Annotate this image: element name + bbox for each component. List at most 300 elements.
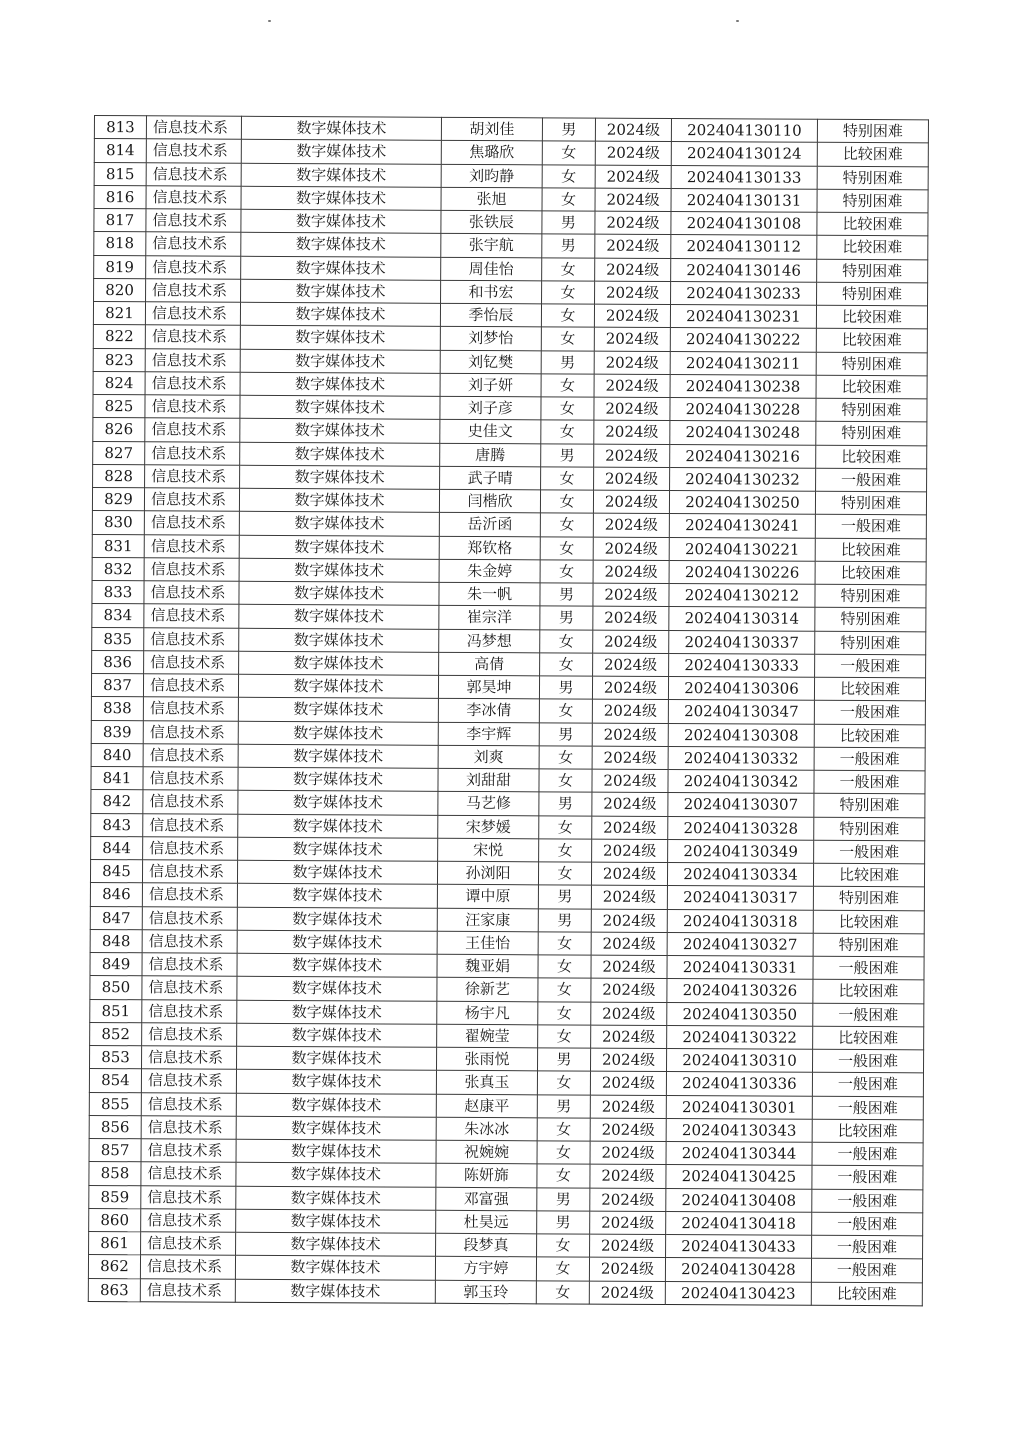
major-cell: 数字媒体技术	[237, 953, 437, 977]
student-name-cell: 徐新艺	[437, 978, 538, 1002]
gender-cell: 男	[539, 792, 592, 816]
difficulty-level-cell: 比较困难	[816, 375, 927, 399]
gender-cell: 女	[538, 1025, 591, 1049]
difficulty-level-cell: 比较困难	[816, 329, 927, 353]
student-id-cell: 202404130337	[669, 630, 815, 654]
grade-cell: 2024级	[591, 1025, 667, 1049]
student-id-cell: 202404130344	[666, 1142, 812, 1166]
difficulty-level-cell: 比较困难	[814, 724, 925, 748]
grade-cell: 2024级	[595, 234, 671, 258]
grade-cell: 2024级	[591, 909, 667, 933]
grade-cell: 2024级	[590, 1234, 666, 1258]
major-cell: 数字媒体技术	[236, 1163, 436, 1187]
gender-cell: 女	[541, 327, 594, 351]
student-name-cell: 张宇航	[441, 234, 542, 258]
gender-cell: 女	[540, 629, 593, 653]
difficulty-level-cell: 一般困难	[812, 1212, 923, 1236]
row-number-cell: 822	[93, 325, 145, 349]
student-id-cell: 202404130347	[668, 700, 814, 724]
row-number-cell: 832	[92, 557, 144, 581]
student-id-cell: 202404130307	[668, 793, 814, 817]
student-name-cell: 陈妍旆	[436, 1164, 537, 1188]
student-name-cell: 魏亚娟	[437, 954, 538, 978]
difficulty-level-cell: 特别困难	[815, 608, 926, 632]
gender-cell: 男	[538, 885, 591, 909]
student-name-cell: 张雨悦	[437, 1047, 538, 1071]
major-cell: 数字媒体技术	[239, 512, 439, 536]
difficulty-level-cell: 一般困难	[812, 1142, 923, 1166]
row-number-cell: 851	[90, 999, 142, 1023]
student-name-cell: 岳沂函	[439, 513, 540, 537]
major-cell: 数字媒体技术	[241, 140, 441, 164]
department-cell: 信息技术系	[143, 674, 238, 698]
row-number-cell: 824	[93, 371, 145, 395]
gender-cell: 女	[539, 746, 592, 770]
difficulty-level-cell: 特别困难	[816, 422, 927, 446]
row-number-cell: 834	[92, 604, 144, 628]
department-cell: 信息技术系	[145, 395, 240, 419]
student-name-cell: 谭中原	[437, 885, 538, 909]
student-name-cell: 李宇辉	[438, 722, 539, 746]
department-cell: 信息技术系	[146, 186, 241, 210]
difficulty-level-cell: 比较困难	[817, 143, 928, 167]
row-number-cell: 860	[89, 1208, 141, 1232]
grade-cell: 2024级	[592, 723, 668, 747]
difficulty-level-cell: 一般困难	[812, 1166, 923, 1190]
major-cell: 数字媒体技术	[239, 605, 439, 629]
major-cell: 数字媒体技术	[237, 884, 437, 908]
department-cell: 信息技术系	[146, 209, 241, 233]
student-id-cell: 202404130433	[666, 1235, 812, 1259]
row-number-cell: 839	[91, 720, 143, 744]
grade-cell: 2024级	[595, 165, 671, 189]
gender-cell: 男	[537, 1094, 590, 1118]
student-id-cell: 202404130308	[668, 723, 814, 747]
difficulty-level-cell: 一般困难	[812, 1235, 923, 1259]
row-number-cell: 827	[93, 441, 145, 465]
gender-cell: 女	[541, 397, 594, 421]
student-id-cell: 202404130233	[671, 281, 817, 305]
difficulty-level-cell: 比较困难	[814, 677, 925, 701]
difficulty-level-cell: 特别困难	[813, 887, 924, 911]
grade-cell: 2024级	[595, 141, 671, 165]
grade-cell: 2024级	[592, 746, 668, 770]
major-cell: 数字媒体技术	[240, 419, 440, 443]
major-cell: 数字媒体技术	[235, 1279, 435, 1303]
row-number-cell: 863	[88, 1278, 140, 1302]
grade-cell: 2024级	[592, 676, 668, 700]
major-cell: 数字媒体技术	[236, 1232, 436, 1256]
major-cell: 数字媒体技术	[238, 814, 438, 838]
grade-cell: 2024级	[592, 816, 668, 840]
student-id-cell: 202404130318	[667, 909, 813, 933]
row-number-cell: 833	[92, 580, 144, 604]
difficulty-level-cell: 特别困难	[815, 584, 926, 608]
scan-speck	[736, 20, 739, 22]
gender-cell: 女	[538, 978, 591, 1002]
gender-cell: 男	[542, 118, 595, 142]
gender-cell: 女	[537, 1234, 590, 1258]
department-cell: 信息技术系	[143, 720, 238, 744]
row-number-cell: 843	[91, 813, 143, 837]
grade-cell: 2024级	[593, 606, 669, 630]
major-cell: 数字媒体技术	[241, 279, 441, 303]
department-cell: 信息技术系	[142, 883, 237, 907]
row-number-cell: 829	[92, 487, 144, 511]
student-id-cell: 202404130418	[666, 1211, 812, 1235]
student-name-cell: 邓富强	[436, 1187, 537, 1211]
grade-cell: 2024级	[593, 560, 669, 584]
department-cell: 信息技术系	[143, 813, 238, 837]
department-cell: 信息技术系	[145, 465, 240, 489]
student-name-cell: 方宇婷	[435, 1257, 536, 1281]
student-name-cell: 张旭	[441, 187, 542, 211]
department-cell: 信息技术系	[146, 279, 241, 303]
gender-cell: 女	[542, 164, 595, 188]
student-id-cell: 202404130336	[666, 1072, 812, 1096]
gender-cell: 女	[539, 699, 592, 723]
grade-cell: 2024级	[593, 513, 669, 537]
student-name-cell: 翟婉莹	[437, 1024, 538, 1048]
grade-cell: 2024级	[595, 118, 671, 142]
major-cell: 数字媒体技术	[236, 1186, 436, 1210]
row-number-cell: 828	[93, 464, 145, 488]
student-id-cell: 202404130248	[670, 421, 816, 445]
gender-cell: 女	[538, 1001, 591, 1025]
student-id-cell: 202404130349	[668, 839, 814, 863]
difficulty-level-cell: 特别困难	[813, 933, 924, 957]
student-name-cell: 孙浏阳	[437, 861, 538, 885]
difficulty-level-cell: 一般困难	[814, 770, 925, 794]
difficulty-level-cell: 一般困难	[811, 1259, 922, 1283]
gender-cell: 女	[540, 560, 593, 584]
major-cell: 数字媒体技术	[235, 1256, 435, 1280]
gender-cell: 女	[541, 374, 594, 398]
student-name-cell: 刘爽	[438, 745, 539, 769]
student-id-cell: 202404130108	[671, 212, 817, 236]
grade-cell: 2024级	[590, 1141, 666, 1165]
department-cell: 信息技术系	[145, 372, 240, 396]
department-cell: 信息技术系	[144, 534, 239, 558]
department-cell: 信息技术系	[141, 1069, 236, 1093]
difficulty-level-cell: 一般困难	[812, 1073, 923, 1097]
major-cell: 数字媒体技术	[240, 326, 440, 350]
gender-cell: 男	[539, 722, 592, 746]
difficulty-level-cell: 一般困难	[815, 515, 926, 539]
student-id-cell: 202404130238	[670, 374, 816, 398]
department-cell: 信息技术系	[145, 418, 240, 442]
major-cell: 数字媒体技术	[241, 209, 441, 233]
gender-cell: 女	[539, 839, 592, 863]
student-id-cell: 202404130211	[670, 351, 816, 375]
major-cell: 数字媒体技术	[236, 1070, 436, 1094]
major-cell: 数字媒体技术	[241, 256, 441, 280]
difficulty-level-cell: 一般困难	[813, 1003, 924, 1027]
gender-cell: 男	[541, 443, 594, 467]
gender-cell: 女	[541, 420, 594, 444]
major-cell: 数字媒体技术	[239, 581, 439, 605]
row-number-cell: 842	[91, 790, 143, 814]
major-cell: 数字媒体技术	[238, 767, 438, 791]
major-cell: 数字媒体技术	[238, 721, 438, 745]
difficulty-level-cell: 比较困难	[815, 538, 926, 562]
row-number-cell: 820	[94, 278, 146, 302]
gender-cell: 男	[537, 1211, 590, 1235]
department-cell: 信息技术系	[142, 860, 237, 884]
department-cell: 信息技术系	[141, 1162, 236, 1186]
student-id-cell: 202404130343	[666, 1118, 812, 1142]
row-number-cell: 853	[90, 1045, 142, 1069]
student-id-cell: 202404130232	[670, 467, 816, 491]
student-name-cell: 李冰倩	[438, 699, 539, 723]
grade-cell: 2024级	[594, 374, 670, 398]
grade-cell: 2024级	[592, 769, 668, 793]
department-cell: 信息技术系	[144, 581, 239, 605]
major-cell: 数字媒体技术	[236, 1116, 436, 1140]
difficulty-level-cell: 比较困难	[816, 305, 927, 329]
major-cell: 数字媒体技术	[238, 674, 438, 698]
student-id-cell: 202404130331	[667, 956, 813, 980]
grade-cell: 2024级	[591, 862, 667, 886]
department-cell: 信息技术系	[142, 930, 237, 954]
department-cell: 信息技术系	[144, 604, 239, 628]
major-cell: 数字媒体技术	[237, 860, 437, 884]
department-cell: 信息技术系	[141, 1209, 236, 1233]
student-id-cell: 202404130334	[667, 863, 813, 887]
student-id-cell: 202404130110	[671, 119, 817, 143]
row-number-cell: 826	[93, 418, 145, 442]
grade-cell: 2024级	[591, 978, 667, 1002]
student-id-cell: 202404130250	[669, 491, 815, 515]
student-id-cell: 202404130226	[669, 560, 815, 584]
gender-cell: 男	[542, 211, 595, 235]
gender-cell: 女	[541, 304, 594, 328]
student-id-cell: 202404130241	[669, 514, 815, 538]
grade-cell: 2024级	[594, 327, 670, 351]
student-id-cell: 202404130428	[665, 1258, 811, 1282]
difficulty-level-cell: 特别困难	[814, 794, 925, 818]
gender-cell: 女	[536, 1257, 589, 1281]
student-id-cell: 202404130301	[666, 1095, 812, 1119]
department-cell: 信息技术系	[142, 1023, 237, 1047]
department-cell: 信息技术系	[146, 116, 241, 140]
student-id-cell: 202404130222	[670, 328, 816, 352]
student-id-cell: 202404130131	[671, 188, 817, 212]
student-name-cell: 季怡辰	[440, 303, 541, 327]
row-number-cell: 821	[93, 302, 145, 326]
grade-cell: 2024级	[594, 351, 670, 375]
student-name-cell: 唐腾	[440, 443, 541, 467]
row-number-cell: 847	[90, 906, 142, 930]
student-id-cell: 202404130350	[667, 1002, 813, 1026]
department-cell: 信息技术系	[145, 302, 240, 326]
student-name-cell: 朱一帆	[439, 582, 540, 606]
gender-cell: 女	[540, 513, 593, 537]
gender-cell: 女	[539, 815, 592, 839]
row-number-cell: 823	[93, 348, 145, 372]
row-number-cell: 817	[94, 209, 146, 233]
difficulty-level-cell: 一般困难	[812, 1096, 923, 1120]
row-number-cell: 858	[89, 1162, 141, 1186]
difficulty-level-cell: 一般困难	[814, 840, 925, 864]
grade-cell: 2024级	[593, 653, 669, 677]
grade-cell: 2024级	[590, 1048, 666, 1072]
student-name-cell: 闫楷欣	[439, 489, 540, 513]
major-cell: 数字媒体技术	[238, 698, 438, 722]
grade-cell: 2024级	[595, 188, 671, 212]
student-name-cell: 郭玉玲	[435, 1280, 536, 1304]
major-cell: 数字媒体技术	[239, 535, 439, 559]
student-id-cell: 202404130310	[666, 1049, 812, 1073]
student-name-cell: 朱金婷	[439, 559, 540, 583]
student-name-cell: 马艺修	[438, 792, 539, 816]
student-id-cell: 202404130327	[667, 932, 813, 956]
row-number-cell: 815	[94, 162, 146, 186]
grade-cell: 2024级	[593, 490, 669, 514]
gender-cell: 女	[541, 467, 594, 491]
student-id-cell: 202404130326	[667, 979, 813, 1003]
table-row	[88, 1278, 922, 1306]
student-id-cell: 202404130124	[671, 142, 817, 166]
major-cell: 数字媒体技术	[240, 442, 440, 466]
department-cell: 信息技术系	[143, 744, 238, 768]
row-number-cell: 814	[94, 139, 146, 163]
gender-cell: 女	[537, 1141, 590, 1165]
row-number-cell: 857	[89, 1138, 141, 1162]
difficulty-level-cell: 特别困难	[817, 189, 928, 213]
student-name-cell: 史佳文	[440, 420, 541, 444]
grade-cell: 2024级	[590, 1071, 666, 1095]
row-number-cell: 830	[92, 511, 144, 535]
student-id-cell: 202404130328	[668, 816, 814, 840]
major-cell: 数字媒体技术	[240, 465, 440, 489]
grade-cell: 2024级	[594, 397, 670, 421]
student-id-cell: 202404130342	[668, 770, 814, 794]
row-number-cell: 855	[89, 1092, 141, 1116]
student-id-cell: 202404130306	[668, 677, 814, 701]
grade-cell: 2024级	[591, 885, 667, 909]
row-number-cell: 856	[89, 1115, 141, 1139]
difficulty-level-cell: 一般困难	[816, 468, 927, 492]
grade-cell: 2024级	[593, 630, 669, 654]
department-cell: 信息技术系	[146, 255, 241, 279]
department-cell: 信息技术系	[142, 999, 237, 1023]
student-name-cell: 崔宗洋	[439, 606, 540, 630]
student-id-cell: 202404130425	[666, 1165, 812, 1189]
department-cell: 信息技术系	[142, 953, 237, 977]
grade-cell: 2024级	[593, 537, 669, 561]
student-name-cell: 张铁辰	[441, 210, 542, 234]
gender-cell: 女	[538, 932, 591, 956]
grade-cell: 2024级	[592, 839, 668, 863]
difficulty-level-cell: 特别困难	[815, 631, 926, 655]
row-number-cell: 838	[91, 697, 143, 721]
student-id-cell: 202404130228	[670, 398, 816, 422]
student-name-cell: 刘子妍	[440, 373, 541, 397]
grade-cell: 2024级	[594, 467, 670, 491]
department-cell: 信息技术系	[141, 1232, 236, 1256]
difficulty-level-cell: 比较困难	[817, 212, 928, 236]
department-cell: 信息技术系	[144, 511, 239, 535]
difficulty-level-cell: 比较困难	[813, 980, 924, 1004]
gender-cell: 女	[539, 769, 592, 793]
difficulty-level-cell: 一般困难	[815, 654, 926, 678]
student-name-cell: 杨宇凡	[437, 1001, 538, 1025]
major-cell: 数字媒体技术	[236, 1093, 436, 1117]
gender-cell: 女	[542, 141, 595, 165]
student-name-cell: 汪家康	[437, 908, 538, 932]
gender-cell: 女	[538, 862, 591, 886]
department-cell: 信息技术系	[143, 837, 238, 861]
grade-cell: 2024级	[590, 1188, 666, 1212]
major-cell: 数字媒体技术	[237, 1023, 437, 1047]
row-number-cell: 844	[91, 836, 143, 860]
student-name-cell: 郑钦格	[439, 536, 540, 560]
department-cell: 信息技术系	[143, 767, 238, 791]
difficulty-level-cell: 比较困难	[812, 1119, 923, 1143]
difficulty-level-cell: 比较困难	[815, 561, 926, 585]
row-number-cell: 831	[92, 534, 144, 558]
scan-speck	[268, 20, 271, 22]
grade-cell: 2024级	[592, 699, 668, 723]
gender-cell: 男	[539, 676, 592, 700]
department-cell: 信息技术系	[142, 976, 237, 1000]
major-cell: 数字媒体技术	[238, 837, 438, 861]
department-cell: 信息技术系	[143, 790, 238, 814]
row-number-cell: 816	[94, 185, 146, 209]
major-cell: 数字媒体技术	[237, 1000, 437, 1024]
grade-cell: 2024级	[591, 955, 667, 979]
student-name-cell: 刘子彦	[440, 396, 541, 420]
gender-cell: 女	[536, 1280, 589, 1304]
student-name-cell: 赵康平	[436, 1094, 537, 1118]
major-cell: 数字媒体技术	[237, 977, 437, 1001]
student-name-cell: 段梦真	[436, 1233, 537, 1257]
difficulty-level-cell: 比较困难	[813, 1026, 924, 1050]
difficulty-level-cell: 特别困难	[817, 166, 928, 190]
gender-cell: 男	[540, 606, 593, 630]
grade-cell: 2024级	[594, 420, 670, 444]
row-number-cell: 862	[88, 1255, 140, 1279]
department-cell: 信息技术系	[141, 1116, 236, 1140]
student-name-cell: 王佳怡	[437, 931, 538, 955]
major-cell: 数字媒体技术	[241, 186, 441, 210]
difficulty-level-cell: 一般困难	[814, 747, 925, 771]
row-number-cell: 836	[92, 650, 144, 674]
difficulty-level-cell: 一般困难	[814, 701, 925, 725]
student-id-cell: 202404130216	[670, 444, 816, 468]
department-cell: 信息技术系	[142, 906, 237, 930]
gender-cell: 男	[538, 908, 591, 932]
student-name-cell: 武子晴	[440, 466, 541, 490]
row-number-cell: 861	[89, 1231, 141, 1255]
gender-cell: 男	[537, 1187, 590, 1211]
grade-cell: 2024级	[591, 932, 667, 956]
row-number-cell: 835	[92, 627, 144, 651]
major-cell: 数字媒体技术	[238, 791, 438, 815]
department-cell: 信息技术系	[140, 1255, 235, 1279]
difficulty-level-cell: 比较困难	[813, 863, 924, 887]
student-aid-table	[88, 115, 929, 1306]
difficulty-level-cell: 一般困难	[812, 1049, 923, 1073]
row-number-cell: 818	[94, 232, 146, 256]
gender-cell: 女	[542, 281, 595, 305]
student-name-cell: 焦璐欣	[441, 141, 542, 165]
student-id-cell: 202404130212	[669, 584, 815, 608]
student-name-cell: 宋梦媛	[438, 815, 539, 839]
department-cell: 信息技术系	[146, 162, 241, 186]
student-id-cell: 202404130332	[668, 746, 814, 770]
